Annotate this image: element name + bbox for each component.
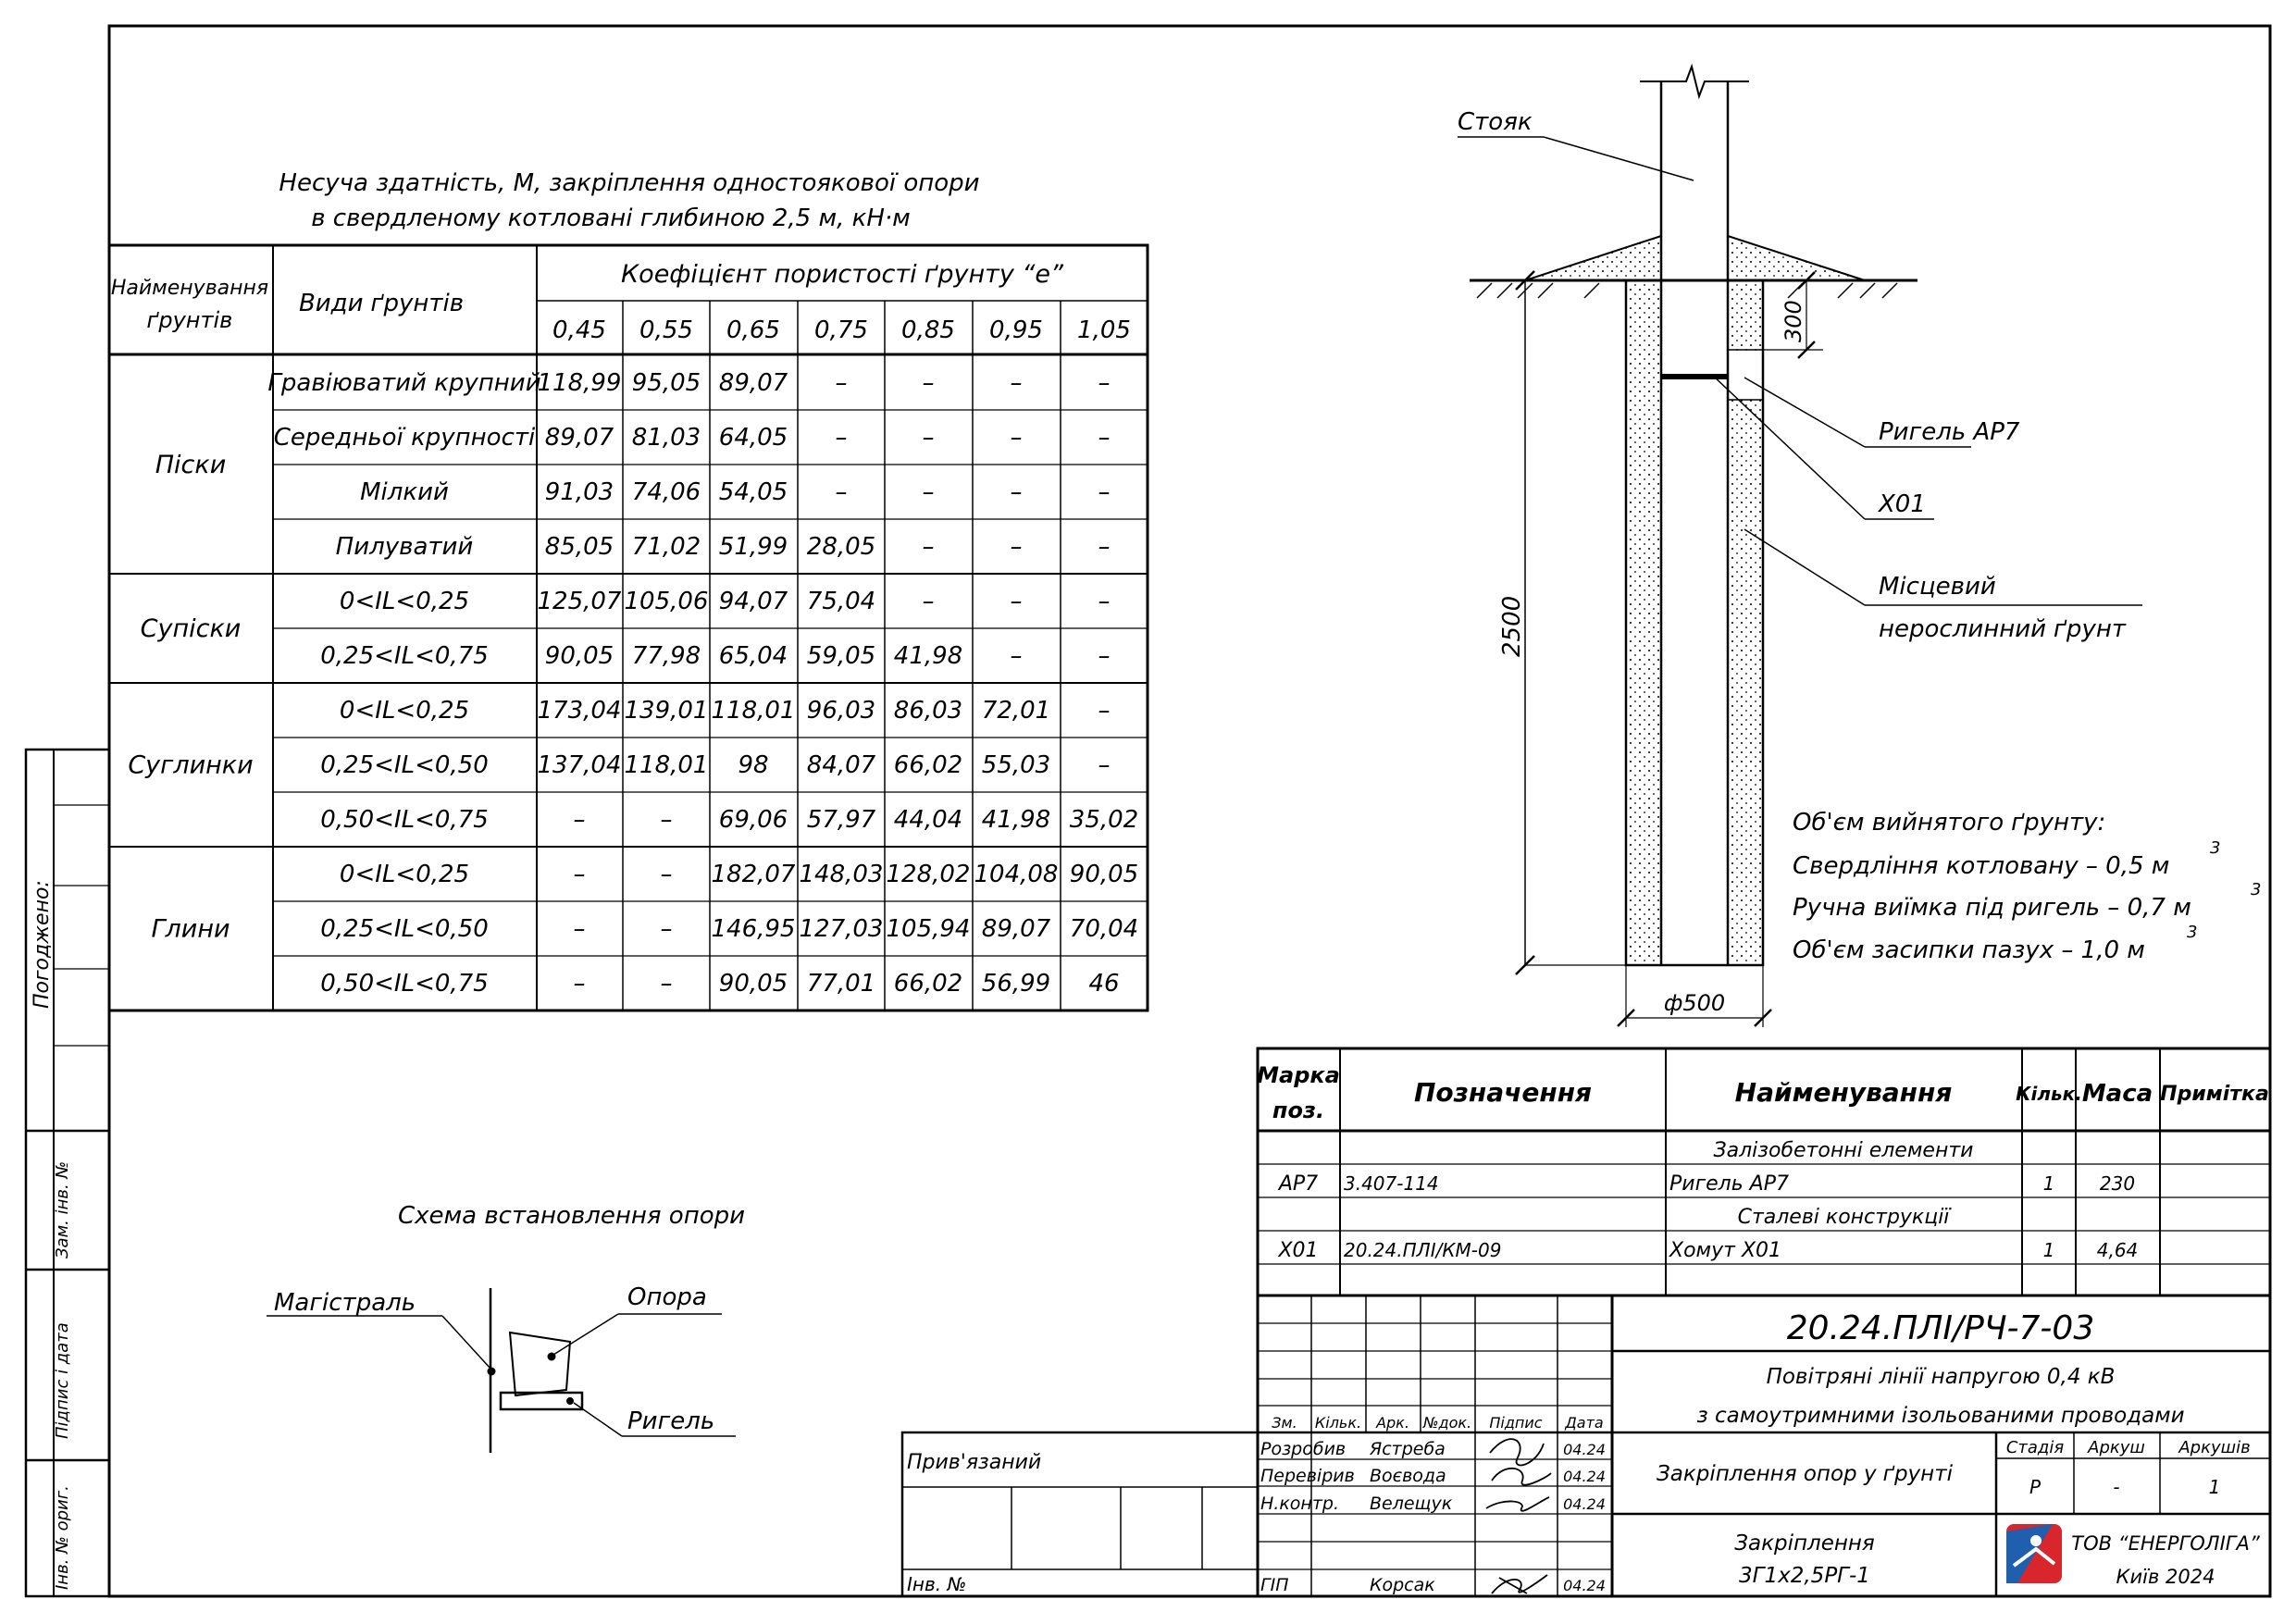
person-date: 04.24 [1563,1468,1606,1485]
tb-hdr-docno: №док. [1422,1414,1472,1432]
person-date: 04.24 [1563,1495,1606,1513]
soil-value-cell: 118,99 [537,369,622,397]
spec-hdr-mark-2: поз. [1272,1097,1325,1123]
person-role: ГІП [1260,1575,1289,1595]
replaced-inv-label: Зам. інв. № [53,1160,72,1258]
soil-value-cell: 98 [738,751,769,779]
soil-value-cell: 35,02 [1069,806,1139,834]
soil-value-cell: 118,01 [711,697,796,725]
soil-value-cell: 90,05 [1069,861,1139,888]
soil-value-cell: 74,06 [631,478,701,506]
porosity-header-row [552,316,1131,344]
soil-value-cell: 90,05 [718,970,788,998]
dim-500: ф500 [1663,990,1726,1016]
person-role: Розробив [1260,1439,1347,1459]
soil-kind-cell: 0,50<IL<0,75 [320,970,489,998]
table-title-2: в свердленому котловані глибиною 2,5 м, кН·м [311,205,911,232]
spec-row2-qty: 1 [2042,1239,2055,1261]
tb-hdr-sheet: Арк. [1376,1414,1409,1432]
soil-value-cell: – [1010,369,1023,397]
hdr-soil-name-1: Найменування [110,277,269,300]
soil-value-cell: 173,04 [537,697,622,725]
soil-value-cell: – [835,478,848,506]
inv-orig-label: Інв. № ориг. [53,1485,72,1590]
spec-row2-mark: Х01 [1278,1239,1319,1262]
soil-value-cell: 72,01 [981,697,1051,725]
table-title-1: Несуча здатність, М, закріплення одностоякової опори [279,169,980,197]
soil-value-cell: 28,05 [806,533,876,561]
project-line-1: Повітряні лінії напругою 0,4 кВ [1766,1365,2116,1389]
tb-hdr-zm: Зм. [1272,1414,1297,1432]
company-city: Київ 2024 [2116,1566,2215,1588]
rigel-label: Ригель АР7 [1879,418,2020,446]
soil-value-cell: – [1098,588,1111,615]
dim-2500: 2500 [1498,595,1526,657]
person-name: Велещук [1370,1494,1453,1514]
soil-value-cell: – [922,478,935,506]
soil-kind-cell: 0<IL<0,25 [339,588,470,615]
porosity-header-cell: 0,45 [552,316,606,344]
porosity-header-cell: 0,85 [901,316,955,344]
soil-value-cell: 89,07 [718,369,788,397]
dim-300: 300 [1781,300,1806,342]
soil-value-cell: – [660,970,673,998]
x01-label: Х01 [1879,490,1926,518]
company-name: ТОВ “ЕНЕРГОЛІГА” [2071,1532,2260,1555]
spec-hdr-qty: Кільк. [2016,1083,2082,1105]
spec-row1-qty: 1 [2042,1172,2055,1195]
soil-value-cell: 71,02 [631,533,701,561]
soil-kind-cell: 0,50<IL<0,75 [320,806,489,834]
company-logo-icon [2006,1524,2062,1583]
person-role: Перевірив [1260,1466,1355,1486]
soil-value-cell: 85,05 [544,533,614,561]
volume-sup-3: 3 [2187,923,2198,942]
soil-group-name: Суглинки [128,750,254,780]
soil-value-cell: 89,07 [981,915,1051,943]
ground-label-2: нерослинний ґрунт [1879,615,2126,643]
spec-row2-designation: 20.24.ПЛІ/КМ-09 [1344,1239,1502,1261]
soil-value-cell: – [922,588,935,615]
volume-sup-1: 3 [2210,838,2221,858]
tb-hdr-qty: Кільк. [1314,1414,1362,1432]
soil-value-cell: 44,04 [893,806,963,834]
soil-value-cell: 59,05 [806,642,876,670]
spec-hdr-name: Найменування [1734,1077,1953,1108]
soil-kind-cell: Мілкий [360,478,449,506]
title-block-people [1260,1439,1606,1595]
doc-code: 20.24.ПЛІ/РЧ-7-03 [1786,1309,2095,1347]
project-line-2: з самоутримними ізольованими проводами [1696,1404,2185,1428]
soil-value-cell: 148,03 [799,861,884,888]
soil-value-cell: – [835,424,848,452]
soil-value-cell: – [1098,751,1111,779]
soil-value-cell: – [573,861,586,888]
hdr-porosity: Коефіцієнт пористості ґрунту “е” [621,260,1063,289]
soil-value-cell: – [1098,424,1111,452]
person-name: Воєвода [1370,1466,1446,1486]
soil-kind-cell: Гравіюватий крупний [267,369,541,397]
soil-value-cell: 95,05 [631,369,701,397]
spec-hdr-designation: Позначення [1413,1077,1593,1108]
porosity-header-cell: 1,05 [1077,316,1131,344]
soil-value-cell: – [660,806,673,834]
soil-value-cell: 105,94 [886,915,971,943]
soil-kind-cell: 0,25<IL<0,50 [320,751,489,779]
tb-hdr-date: Дата [1565,1414,1604,1432]
person-date: 04.24 [1563,1577,1606,1594]
scheme-support-label: Опора [627,1283,707,1311]
soil-value-cell: – [660,861,673,888]
soil-value-cell: 55,03 [981,751,1051,779]
soil-kind-cell: 0,25<IL<0,50 [320,915,489,943]
ground-label-1: Місцевий [1879,573,1996,601]
volume-line-1: Свердління котловану – 0,5 м [1793,852,2170,880]
spec-row1-mark: АР7 [1278,1172,1319,1196]
porosity-header-cell: 0,55 [639,316,693,344]
soil-table-grid [109,245,1148,1010]
person-date: 04.24 [1563,1441,1606,1458]
hdr-soil-kind: Види ґрунтів [298,290,465,317]
soil-value-cell: 90,05 [544,642,614,670]
soil-group-name: Піски [155,451,227,479]
soil-value-cell: – [1098,478,1111,506]
spec-row2-name: Хомут Х01 [1669,1239,1782,1262]
spec-row1-designation: 3.407-114 [1344,1172,1439,1195]
soil-value-cell: 125,07 [537,588,622,615]
soil-value-cell: – [573,806,586,834]
tb-hdr-sign: Підпис [1489,1414,1543,1432]
stoyak-label: Стояк [1458,108,1533,136]
spec-hdr-mass: Маса [2081,1080,2153,1108]
soil-value-cell: – [922,424,935,452]
volume-sup-2: 3 [2251,880,2262,899]
soil-value-cell: 66,02 [893,970,963,998]
stage-value: Р [2029,1476,2042,1498]
soil-value-cell: 75,04 [806,588,876,615]
soil-value-cell: 41,98 [981,806,1051,834]
spec-section-1: Залізобетонні елементи [1713,1139,1974,1162]
soil-value-cell: – [922,533,935,561]
spec-row2-mass: 4,64 [2096,1239,2139,1261]
soil-value-cell: 94,07 [718,588,788,615]
drawing-name-2: 3Г1х2,5РГ-1 [1739,1564,1870,1588]
soil-kind-cell: Пилуватий [335,533,474,561]
soil-value-cell: – [1098,642,1111,670]
soil-kind-cell: Середньої крупності [273,424,536,452]
pole-section [1458,67,2142,1027]
spec-hdr-mark-1: Марка [1257,1062,1340,1088]
soil-value-cell: – [835,369,848,397]
spec-hdr-note: Примітка [2160,1083,2269,1106]
sheet-value: - [2113,1476,2120,1498]
sheets-header: Аркушів [2178,1438,2251,1457]
soil-value-cell: 104,08 [974,861,1059,888]
soil-value-cell: – [1010,424,1023,452]
person-name: Ястреба [1370,1439,1446,1459]
soil-value-cell: 65,04 [718,642,788,670]
soil-value-cell: – [1010,642,1023,670]
soil-value-cell: 146,95 [711,915,796,943]
scheme-main-line-label: Магістраль [274,1289,416,1317]
soil-value-cell: 128,02 [886,861,971,888]
soil-value-cell: 81,03 [631,424,701,452]
spec-row1-mass: 230 [2099,1172,2136,1195]
soil-value-cell: 69,06 [718,806,788,834]
porosity-header-cell: 0,65 [726,316,780,344]
soil-value-cell: 86,03 [893,697,963,725]
soil-value-cell: 118,01 [624,751,709,779]
sheet-header: Аркуш [2088,1438,2145,1457]
soil-value-cell: 46 [1088,970,1120,998]
soil-value-cell: – [1010,478,1023,506]
soil-value-cell: – [573,970,586,998]
soil-value-cell: – [922,369,935,397]
drawing-name-1: Закріплення [1734,1531,1875,1556]
soil-value-cell: 66,02 [893,751,963,779]
soil-value-cell: 89,07 [544,424,614,452]
soil-value-cell: 41,98 [893,642,963,670]
soil-value-cell: 57,97 [806,806,876,834]
soil-value-cell: 64,05 [718,424,788,452]
soil-value-cell: 137,04 [537,751,622,779]
porosity-header-cell: 0,95 [989,316,1043,344]
signature-scribbles [1486,1439,1551,1593]
stage-header: Стадія [2005,1438,2065,1457]
soil-kind-cell: 0<IL<0,25 [339,697,470,725]
soil-kind-cell: 0,25<IL<0,75 [320,642,489,670]
person-name: Корсак [1370,1575,1435,1595]
soil-group-name: Супіски [140,614,242,643]
soil-value-cell: – [660,915,673,943]
soil-value-cell: 139,01 [624,697,709,725]
spec-row1-name: Ригель АР7 [1669,1172,1789,1196]
volume-line-3: Об'єм засипки пазух – 1,0 м [1793,936,2145,964]
hdr-soil-name-2: ґрунтів [146,307,233,333]
soil-value-cell: 84,07 [806,751,876,779]
soil-value-cell: 54,05 [718,478,788,506]
porosity-header-cell: 0,75 [814,316,868,344]
soil-value-cell: – [1010,533,1023,561]
soil-group-name: Глини [151,914,230,944]
soil-value-cell: 96,03 [806,697,876,725]
sheet-title: Закріплення опор у ґрунті [1657,1462,1953,1486]
linked-label: Прив'язаний [907,1451,1042,1474]
soil-kind-cell: 0<IL<0,25 [339,861,470,888]
sheets-value: 1 [2208,1476,2221,1498]
soil-value-cell: – [573,915,586,943]
soil-value-cell: 51,99 [718,533,788,561]
scheme-title: Схема встановлення опори [398,1202,746,1230]
person-role: Н.контр. [1260,1494,1340,1514]
soil-value-cell: – [1098,533,1111,561]
soil-value-cell: – [1098,697,1111,725]
soil-value-cell: 70,04 [1069,915,1139,943]
volume-line-2: Ручна виїмка під ригель – 0,7 м [1793,894,2191,922]
soil-value-cell: 56,99 [981,970,1051,998]
soil-value-cell: 182,07 [711,861,796,888]
soil-value-cell: 77,98 [631,642,701,670]
soil-value-cell: – [1010,588,1023,615]
soil-value-cell: 127,03 [799,915,884,943]
soil-value-cell: 77,01 [806,970,876,998]
inv-label: Інв. № [907,1573,967,1595]
soil-value-cell: 105,06 [624,588,709,615]
volumes-title: Об'єм вийнятого ґрунту: [1793,809,2106,837]
scheme-rigel-label: Ригель [627,1407,715,1435]
soil-value-cell: – [1098,369,1111,397]
soil-value-cell: 91,03 [544,478,614,506]
spec-section-2: Сталеві конструкції [1737,1206,1950,1229]
sign-date-label: Підпис і дата [53,1322,72,1439]
agreed-label: Погоджено: [31,880,54,1009]
